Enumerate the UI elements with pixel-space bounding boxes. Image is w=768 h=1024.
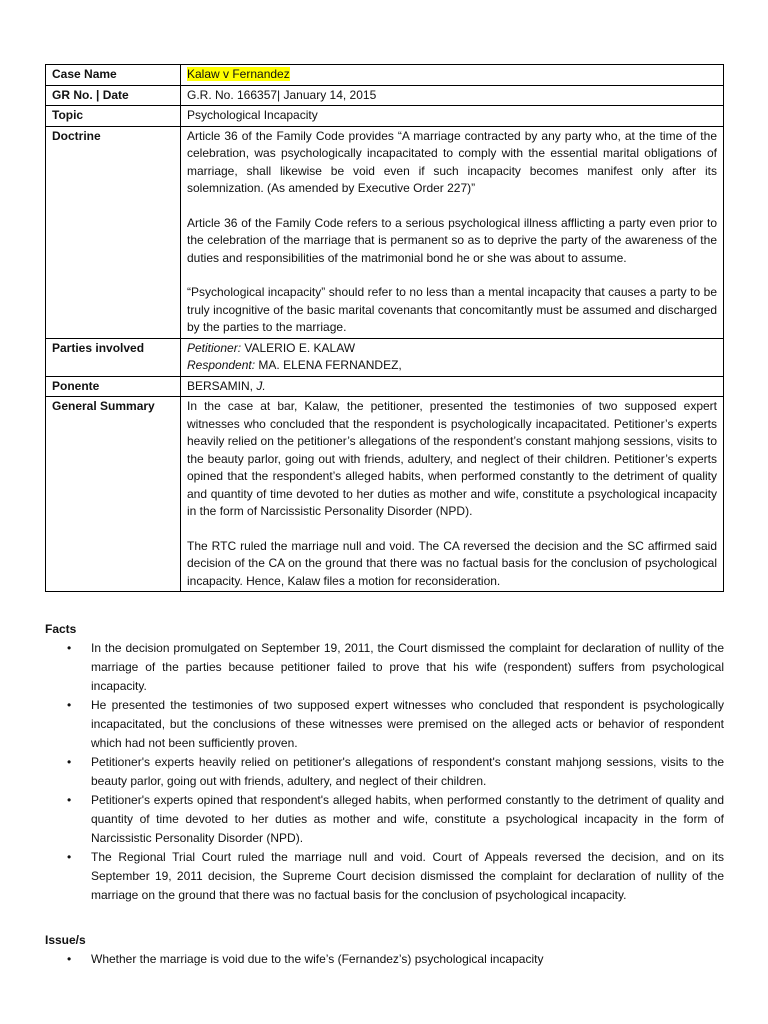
doctrine-paragraph: Article 36 of the Family Code refers to a serious psychological illness afflicting a party even prior to the celebration of the marriage that is permanent so as to deprive the party of the awareness of the duties and responsibilities of the matrimonial bond he or she was about to assume. — [187, 215, 717, 265]
issues-list — [45, 950, 724, 969]
parties-label: Parties involved — [46, 338, 181, 376]
ponente-value — [181, 376, 724, 397]
issues-heading: Issue/s — [45, 933, 86, 947]
case-digest-table — [45, 64, 724, 592]
table-row — [46, 126, 724, 338]
case-name-label: Case Name — [46, 65, 181, 86]
petitioner-name: VALERIO E. KALAW — [244, 340, 356, 355]
list-item: • In the decision promulgated on September 19, 2011, the Court dismissed the complaint for declaration of nullity of the marriage of the parties because petitioner failed to prove that his wife (respondent) suffers from psychological incapacity. — [67, 641, 724, 693]
topic-value: Psychological Incapacity — [181, 106, 724, 127]
summary-label: General Summary — [46, 397, 181, 592]
parties-value — [181, 338, 724, 376]
doctrine-paragraph: Article 36 of the Family Code provides “A marriage contracted by any party who, at the time of the celebration, was psychologically incapacitated to comply with the essential marital obligations of marriage, shall likewise be void even if such incapacity becomes manifest only after its solemnization. (As amended by Executive Order 227)” — [187, 128, 717, 195]
table-row — [46, 106, 724, 127]
list-item: • Petitioner's experts opined that respondent's alleged habits, when performed constantly to the detriment of quality and quantity of time devoted to her duties as mother and wife, constitute a psychological incapacity in the form of Narcissistic Personality Disorder (NPD). — [67, 793, 724, 845]
table-row — [46, 65, 724, 86]
list-item: • He presented the testimonies of two supposed expert witnesses who concluded that respondent is psychologically incapacitated, but the conclusions of these witnesses were premised on the alleged acts or behavior of respondent which had not been sufficiently proven. — [67, 698, 724, 750]
table-row — [46, 397, 724, 592]
table-row — [46, 338, 724, 376]
gr-no-label: GR No. | Date — [46, 85, 181, 106]
bullet-icon: • — [67, 793, 72, 807]
petitioner-line — [187, 340, 717, 358]
ponente-label: Ponente — [46, 376, 181, 397]
respondent-label: Respondent: — [187, 358, 256, 372]
list-item: • Whether the marriage is void due to the wife’s (Fernandez’s) psychological incapacity — [45, 950, 724, 969]
ponente-suffix: J. — [256, 378, 266, 393]
doctrine-value — [181, 126, 724, 338]
bullet-icon: • — [67, 698, 72, 712]
gr-no-value: G.R. No. 166357| January 14, 2015 — [181, 85, 724, 106]
doctrine-label: Doctrine — [46, 126, 181, 338]
bullet-icon: • — [67, 641, 72, 655]
table-row — [46, 85, 724, 106]
petitioner-label: Petitioner: — [187, 340, 242, 355]
respondent-name: MA. ELENA FERNANDEZ, — [258, 358, 402, 372]
summary-paragraph: The RTC ruled the marriage null and void. The CA reversed the decision and the SC affirmed said decision of the CA on the ground that there was no factual basis for the conclusion of psychological incapacity. Hence, Kalaw files a motion for reconsideration. — [187, 538, 717, 588]
bullet-icon: • — [67, 952, 72, 966]
topic-label: Topic — [46, 106, 181, 127]
table-row — [46, 376, 724, 397]
list-item: • The Regional Trial Court ruled the marriage null and void. Court of Appeals reversed the decision, and on its September 19, 2011 decision, the Supreme Court decision dismissed the complaint for declaration of nullity of the marriage on the ground that there was no factual basis for the conclusion of psychological incapacity. — [67, 850, 724, 902]
doctrine-paragraph: “Psychological incapacity” should refer to no less than a mental incapacity that causes a party to be truly incognitive of the basic marital covenants that concomitantly must be assumed and discharged by the parties to the marriage. — [187, 285, 717, 334]
facts-heading: Facts — [45, 622, 77, 636]
summary-value — [181, 397, 724, 592]
respondent-line — [187, 357, 717, 375]
bullet-icon: • — [67, 850, 72, 864]
list-item: • Petitioner's experts heavily relied on petitioner's allegations of respondent's constant mahjong sessions, visits to the beauty parlor, going out with friends, adultery, and neglect of their children. — [67, 755, 724, 788]
ponente-name: BERSAMIN, — [187, 378, 254, 393]
bullet-icon: • — [67, 755, 72, 769]
summary-paragraph: In the case at bar, Kalaw, the petitioner, presented the testimonies of two supposed expert witnesses who concluded that the respondent is psychologically incapacitated. Petitioner’s experts heavily relied on the petitioner’s allegations of the respondent’s constant mahjong sessions, visits to the beauty parlor, going out with friends, adultery, and neglect of their children. Petitioner’s experts opined that the respondent’s alleged habits, when performed constantly to the detriment of quality and quantity of time devoted to her duties as mother and wife, constitute a psychological incapacity in the form of Narcissistic Personality Disorder (NPD). — [187, 399, 717, 518]
case-name-value: Kalaw v Fernandez — [187, 67, 290, 81]
facts-list — [45, 639, 724, 905]
